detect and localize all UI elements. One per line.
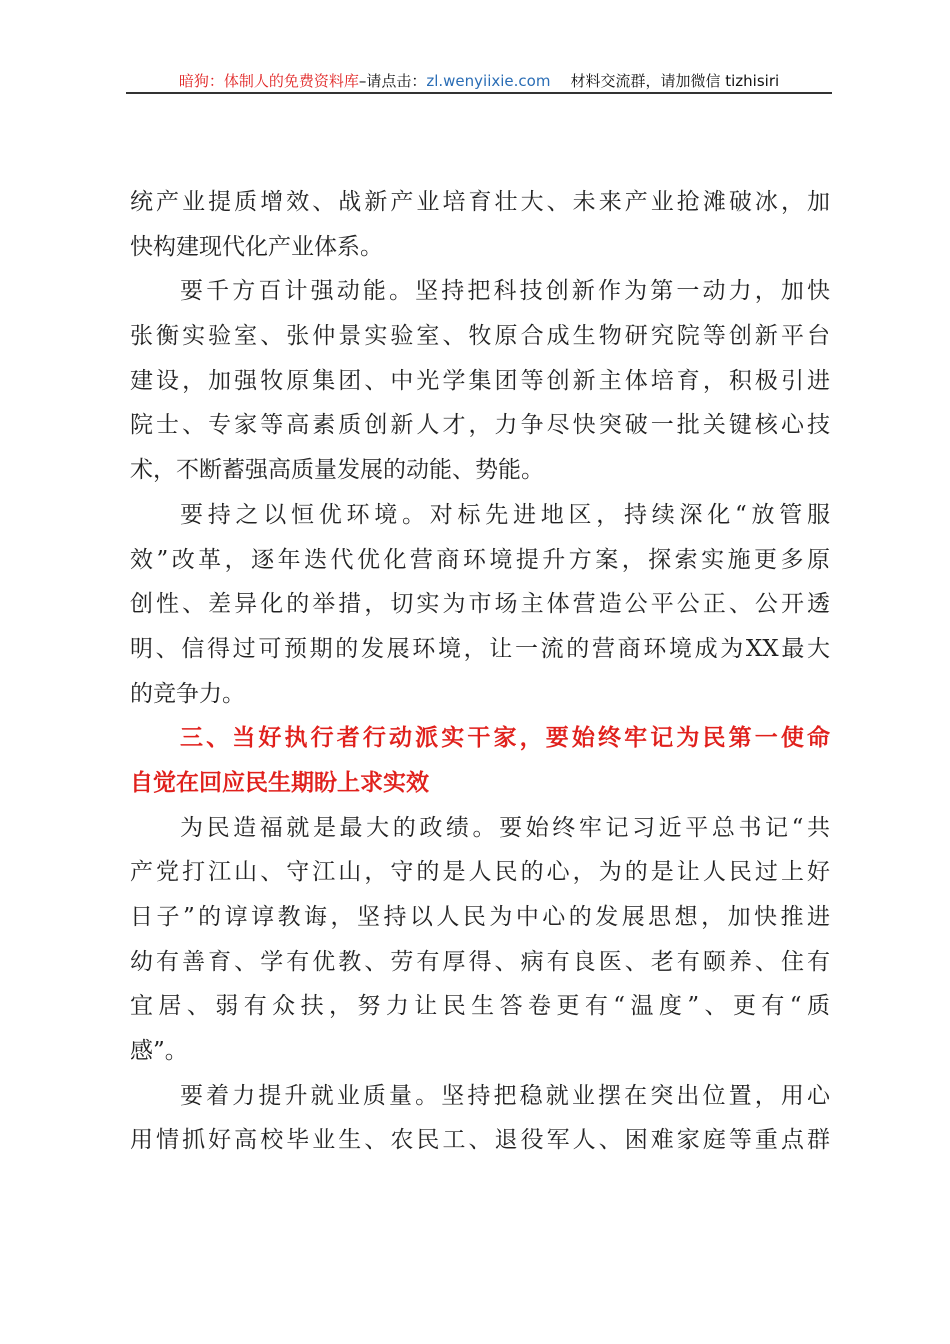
- page-header: [126, 70, 832, 91]
- header-prompt: –请点击：: [358, 72, 427, 90]
- paragraph: [130, 180, 830, 269]
- text-line: 统产业提质增效、战新产业培育壮大、未来产业抢滩破冰，加: [130, 189, 830, 215]
- text-line: 为民造福就是最大的政绩。要始终牢记习近平总书记“共: [180, 814, 830, 841]
- text-line: 快构建现代化产业体系。: [130, 233, 383, 260]
- text-line: 产党打江山、守江山，守的是人民的心，为的是让人民过上好: [130, 859, 830, 886]
- text-line: 效”改革，逐年迭代优化营商环境提升方案，探索实施更多原: [130, 546, 830, 573]
- section-heading: [130, 716, 830, 805]
- text-line: 明、信得过可预期的发展环境，让一流的营商环境成为XX最大: [130, 635, 830, 662]
- header-url-link[interactable]: zl.wenyiixie.com: [426, 72, 551, 90]
- text-line: 张衡实验室、张仲景实验室、牧原合成生物研究院等创新平台: [130, 323, 830, 350]
- paragraph: [130, 269, 830, 492]
- text-line: 用情抓好高校毕业生、农民工、退役军人、困难家庭等重点群: [130, 1127, 830, 1154]
- header-source: 暗狗：体制人的免费资料库: [178, 72, 359, 90]
- text-line: 要持之以恒优环境。对标先进地区，持续深化“放管服: [180, 501, 830, 528]
- text-line: 院士、专家等高素质创新人才，力争尽快突破一批关键核心技: [130, 412, 830, 439]
- text-line: 术，不断蓄强高质量发展的动能、势能。: [130, 457, 544, 484]
- text-line: 感”。: [130, 1038, 188, 1065]
- text-line: 三、当好执行者行动派实干家，要始终牢记为民第一使命: [180, 725, 830, 752]
- text-line: 的竞争力。: [130, 680, 245, 707]
- text-line: 日子”的谆谆教诲，坚持以人民为中心的发展思想，加快推进: [130, 904, 830, 930]
- text-line: 创性、差异化的举措，切实为市场主体营造公平公正、公开透: [130, 591, 830, 618]
- text-line: 要千方百计强动能。坚持把科技创新作为第一动力，加快: [180, 278, 830, 305]
- paragraph: [130, 1074, 830, 1163]
- paragraph: [130, 806, 830, 1074]
- paragraph: [130, 493, 830, 716]
- document-body: [130, 180, 830, 1163]
- header-contact: 材料交流群，请加微信 tizhisiri: [570, 72, 780, 90]
- text-line: 宜居、弱有众扶，努力让民生答卷更有“温度”、更有“质: [130, 993, 830, 1020]
- header-divider: [126, 92, 832, 94]
- text-line: 要着力提升就业质量。坚持把稳就业摆在突出位置，用心: [180, 1082, 830, 1109]
- text-line: 自觉在回应民生期盼上求实效: [130, 769, 429, 796]
- text-line: 幼有善育、学有优教、劳有厚得、病有良医、老有颐养、住有: [130, 948, 830, 975]
- text-line: 建设，加强牧原集团、中光学集团等创新主体培育，积极引进: [130, 367, 830, 394]
